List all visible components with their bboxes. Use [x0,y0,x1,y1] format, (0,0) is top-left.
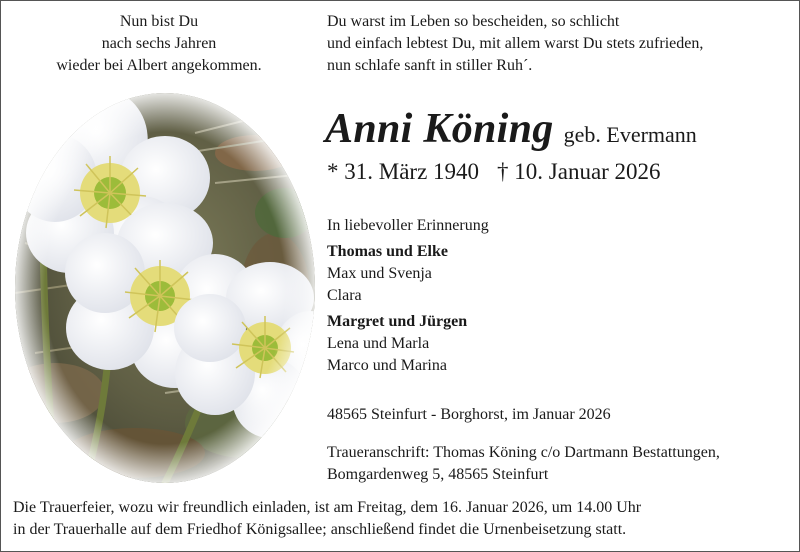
verse-right [327,11,792,77]
mourners-list [327,215,787,377]
verse-right-line: Du warst im Leben so bescheiden, so schlicht [327,13,620,30]
place-and-date: 48565 Steinfurt - Borghorst, im Januar 2026 [327,406,611,423]
verse-left-line: nach sechs Jahren [101,35,217,52]
verse-right-line: und einfach lebtest Du, mit allem warst Du stets zufrieden, [327,35,704,52]
verse-left [9,11,309,77]
mourner-group-head: Margret und Jürgen [327,313,468,330]
mourner-group-head: Thomas und Elke [327,243,448,260]
deceased-name: Anni Köning [325,106,554,152]
maiden-name: geb. Evermann [563,122,697,147]
mourning-address [327,442,797,486]
verse-left-line: wieder bei Albert angekommen. [56,57,262,74]
funeral-line: in der Trauerhalle auf dem Friedhof Königsallee; anschließend findet die Urnenbeisetzung statt. [13,521,627,538]
verse-left-line: Nun bist Du [119,13,199,30]
address-line: Bomgardenweg 5, 48565 Steinfurt [327,466,549,483]
death-date: † 10. Januar 2026 [497,159,661,184]
mourner-member: Lena und Marla [327,335,430,352]
life-dates [327,159,661,185]
funeral-info [13,497,793,541]
mourner-group [327,241,787,307]
verse-right-line: nun schlafe sanft in stiller Ruh´. [327,57,533,74]
mourner-member: Max und Svenja [327,265,432,282]
birth-date: * 31. März 1940 [327,159,480,184]
mourners-intro: In liebevoller Erinnerung [327,217,489,234]
mourner-member: Marco und Marina [327,357,447,374]
flower-photo [15,93,315,483]
address-line: Traueranschrift: Thomas Köning c/o Dartmann Bestattungen, [327,444,720,461]
mourner-member: Clara [327,287,362,304]
funeral-line: Die Trauerfeier, wozu wir freundlich einladen, ist am Freitag, dem 16. Januar 2026, um 14.00 Uhr [13,499,642,516]
mourner-group [327,311,787,377]
deceased-name-line [325,105,795,153]
